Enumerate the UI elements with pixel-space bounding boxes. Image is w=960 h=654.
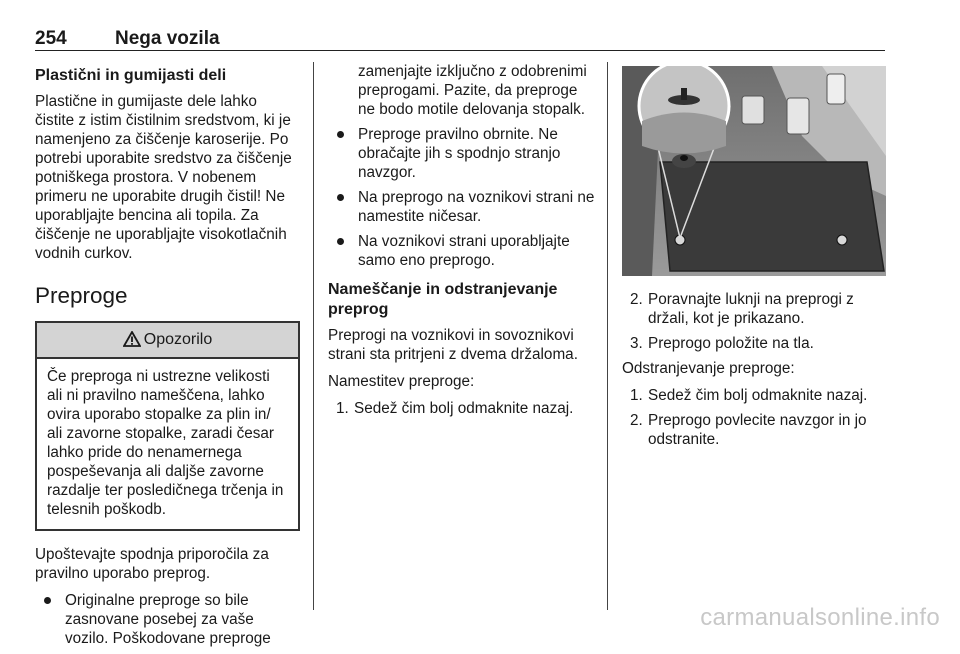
step-number: 2. — [630, 412, 643, 429]
watermark: carmanualsonline.info — [700, 604, 940, 631]
step-number: 2. — [630, 291, 643, 308]
install-steps — [328, 399, 596, 418]
column-divider-2 — [607, 62, 608, 610]
floor-mat-illustration — [622, 66, 886, 276]
bullet-list-1 — [35, 591, 300, 648]
bullet-text: Originalne preproge so bile zasnovane posebej za vaše vozilo. Poškodovane preproge — [65, 592, 271, 647]
warning-text: Če preproga ni ustrezne velikosti ali ni pravilno nameščena, lahko ovira uporabo stopalke za plin in/ ali zavorne stopalke, zaradi česar lahko pride do nenamernega pospeševanja ali daljše zavorne razdalje ter posledičnega trčenja in telesnih poškodb. — [47, 368, 284, 518]
column-divider-1 — [313, 62, 314, 610]
list-item — [328, 188, 596, 226]
list-item — [622, 334, 888, 353]
bullet-text: Na voznikovi strani uporabljajte samo eno preprogo. — [358, 233, 570, 269]
bullet-dot-icon — [337, 131, 344, 138]
step-number: 1. — [336, 400, 349, 417]
step-text: Preprogo položite na tla. — [648, 335, 814, 352]
section-heading-install: Nameščanje in odstranjevanje preprog — [328, 281, 558, 318]
list-item — [328, 232, 596, 270]
section-title-mats: Preproge — [35, 283, 128, 308]
warning-triangle-icon — [123, 331, 141, 347]
paragraph-plastic: Plastične in gumijaste dele lahko čistite z istim čistilnim sredstvom, ki je namenjeno za čiščenje karoserije. Po potrebi uporabite sredstvo za čiščenje potniškega prostora. V nobenem primeru ne uporabite drugih čistil! Ne uporabljajte bencina ali topila. Za čiščenje ne uporabljajte visokotlačnih vodnih curkov. — [35, 93, 292, 262]
paragraph-install-label: Namestitev preproge: — [328, 373, 475, 390]
chapter-title: Nega vozila — [115, 28, 220, 49]
step-text: Poravnajte luknji na preprogi z držali, kot je prikazano. — [648, 291, 854, 327]
warning-box — [35, 321, 300, 531]
bullet-text: zamenjajte izključno z odobrenimi preprogami. Pazite, da preproge ne bodo motile delovanja stopalk. — [358, 63, 587, 118]
list-item — [35, 591, 300, 648]
step-number: 1. — [630, 387, 643, 404]
bullet-dot-icon — [44, 597, 51, 604]
page-number: 254 — [35, 28, 67, 49]
list-item — [328, 399, 596, 418]
page-header — [35, 16, 885, 51]
step-number: 3. — [630, 335, 643, 352]
bullet-text: Na preprogo na voznikovi strani ne namestite ničesar. — [358, 189, 595, 225]
step-text: Sedež čim bolj odmaknite nazaj. — [648, 387, 868, 404]
warning-header — [37, 323, 298, 359]
bullet-dot-icon — [337, 238, 344, 245]
section-heading-plastic: Plastični in gumijasti deli — [35, 67, 227, 84]
column-2 — [328, 62, 596, 426]
column-1 — [35, 62, 300, 654]
install-steps-continued — [622, 290, 888, 353]
list-item-continued — [328, 62, 596, 119]
paragraph-recommendations: Upoštevajte spodnja priporočila za pravilno uporabo preprog. — [35, 546, 269, 582]
step-text: Sedež čim bolj odmaknite nazaj. — [354, 400, 574, 417]
removal-steps — [622, 386, 888, 449]
bullet-text: Preproge pravilno obrnite. Ne obračajte jih s spodnjo stranjo navzgor. — [358, 126, 561, 181]
list-item — [622, 411, 888, 449]
column-3 — [622, 62, 888, 457]
step-text: Preprogo povlecite navzgor in jo odstranite. — [648, 412, 867, 448]
list-item — [622, 386, 888, 405]
warning-label: Opozorilo — [143, 331, 213, 348]
list-item — [622, 290, 888, 328]
bullet-dot-icon — [337, 194, 344, 201]
list-item — [328, 125, 596, 182]
paragraph-holders: Preprogi na voznikovi in sovoznikovi strani sta pritrjeni z dvema držaloma. — [328, 327, 578, 363]
paragraph-removal-label: Odstranjevanje preproge: — [622, 360, 795, 377]
bullet-list-2 — [328, 62, 596, 270]
